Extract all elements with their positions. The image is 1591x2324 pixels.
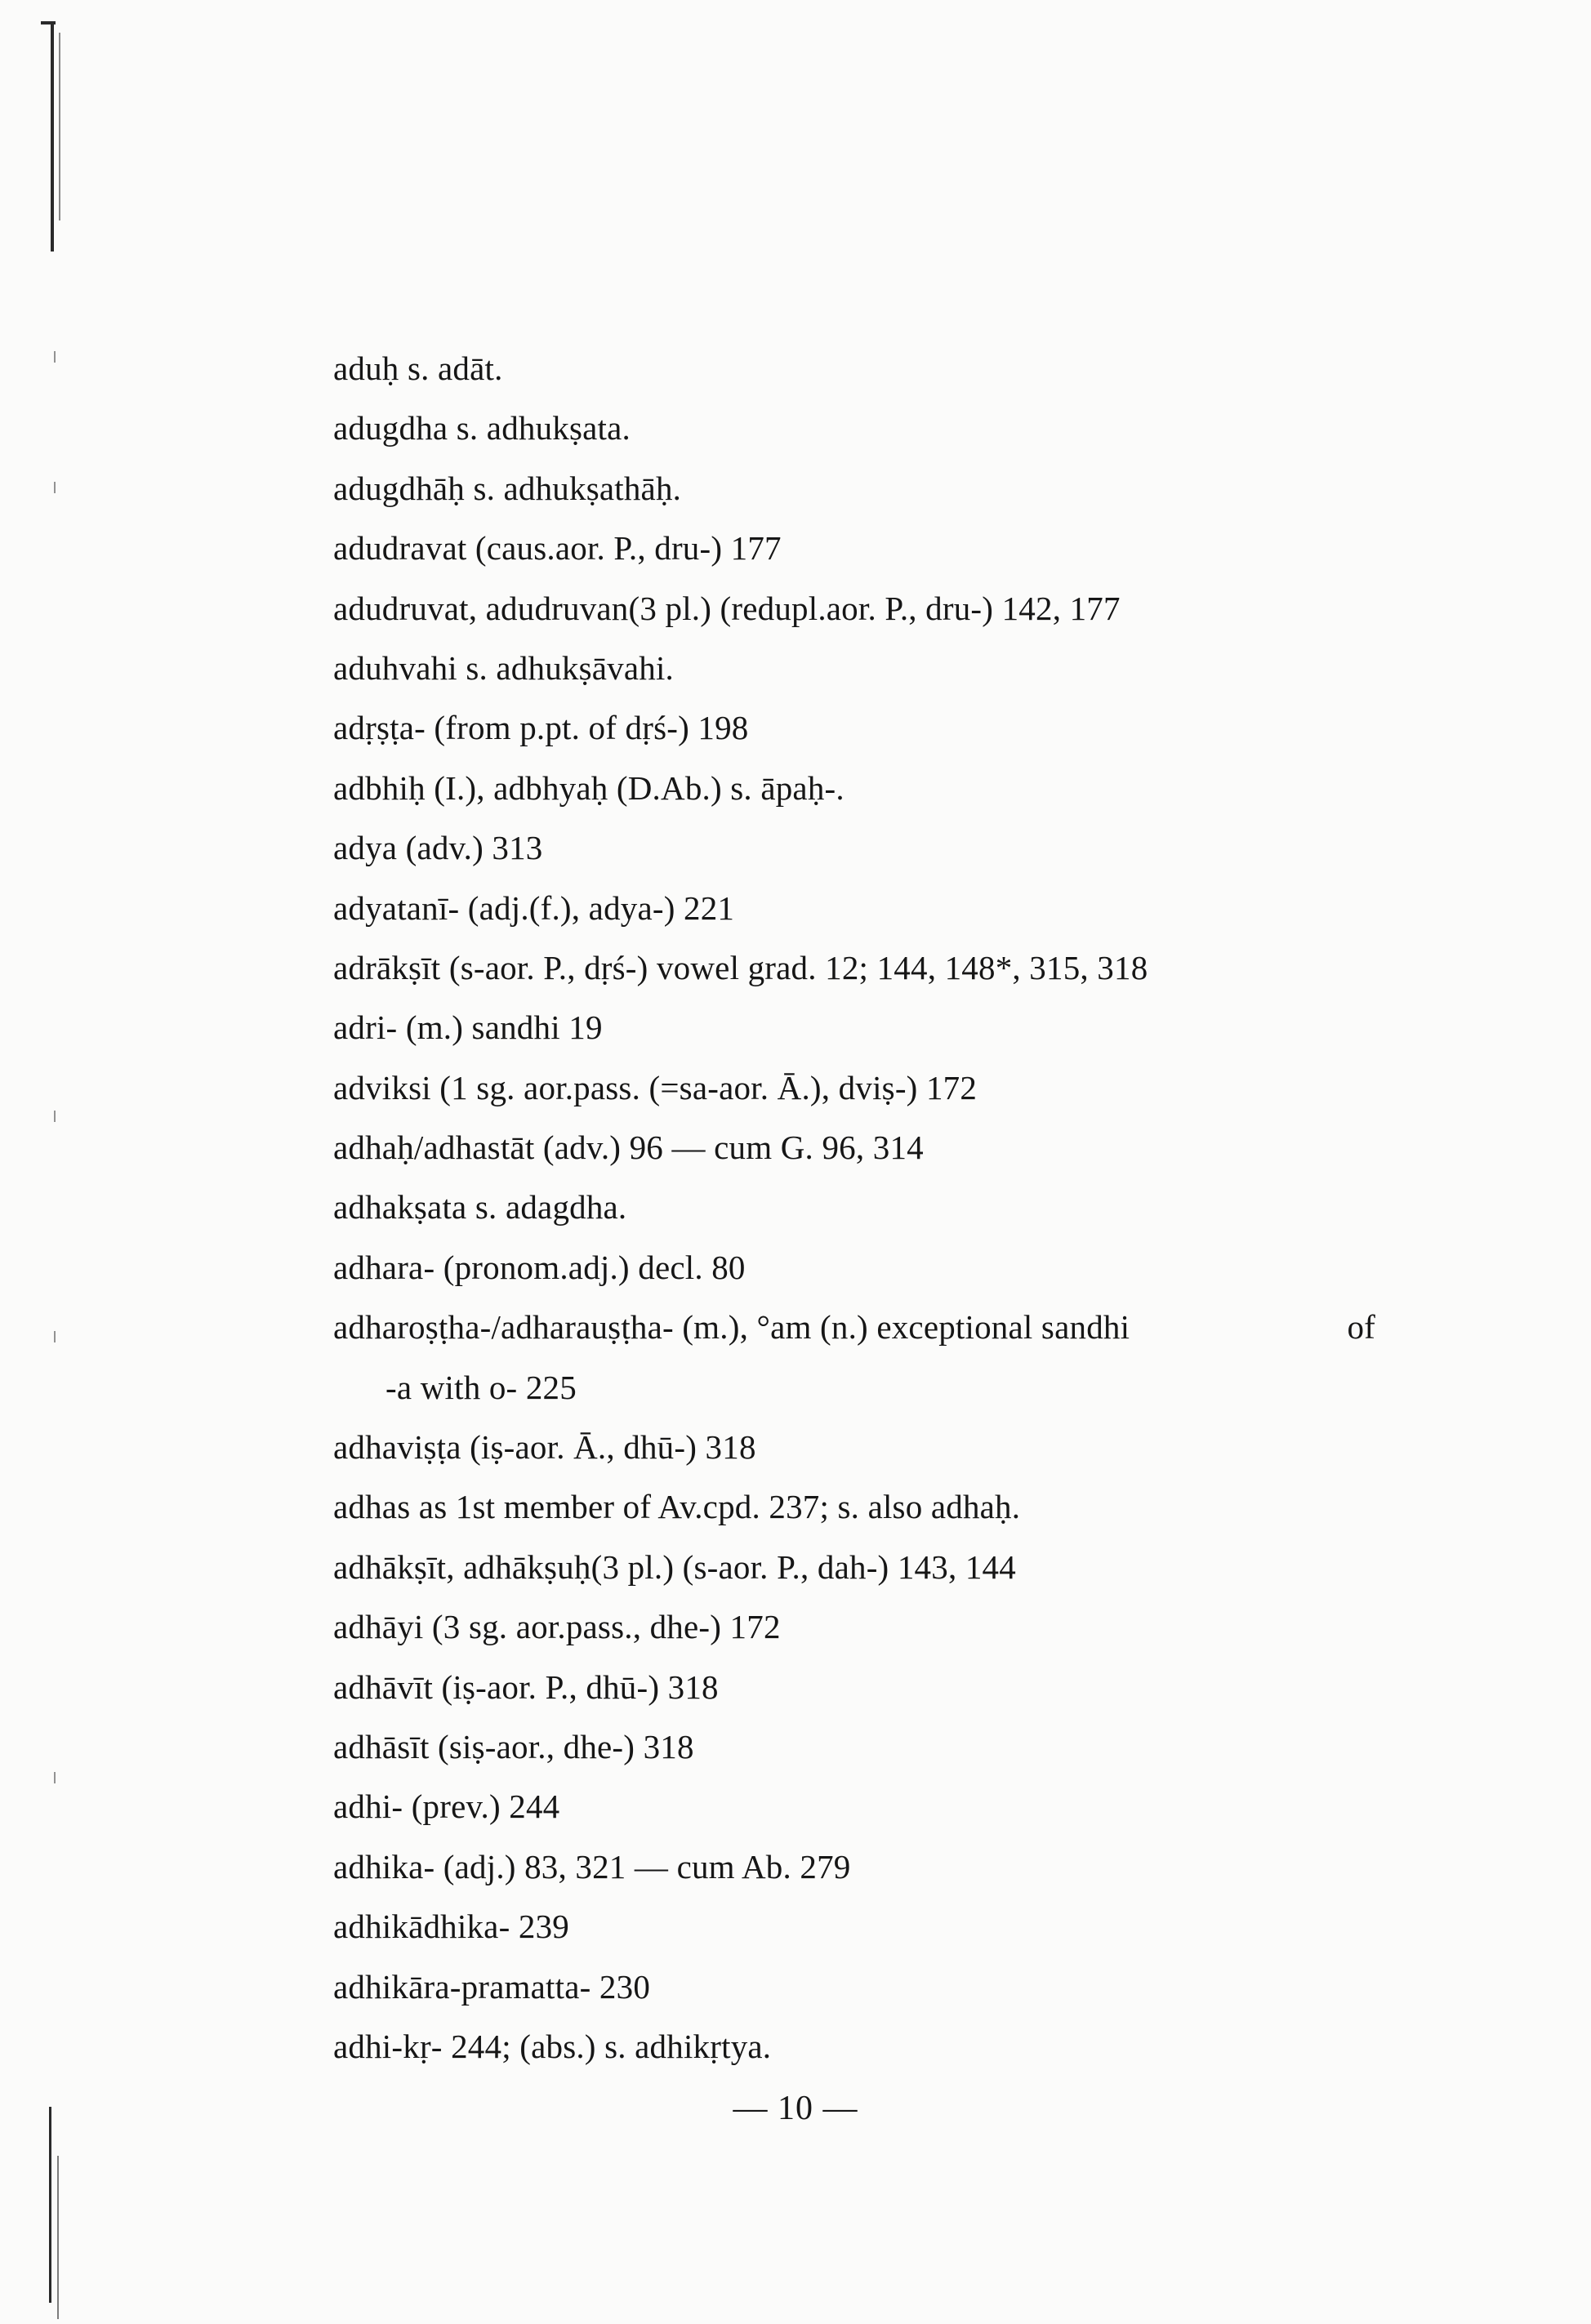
index-entry: adhāsīt (siṣ-aor., dhe-) 318 — [333, 1727, 694, 1765]
index-entry: adri- (m.) sandhi 19 — [333, 1008, 603, 1047]
index-entry: adhaḥ/adhastāt (adv.) 96 — cum G. 96, 314 — [333, 1129, 924, 1167]
scan-edge-line — [57, 2156, 59, 2319]
index-entry: adhikāra-pramatta- 230 — [333, 1967, 651, 2006]
index-entry: adugdha s. adhukṣata. — [333, 409, 631, 447]
index-entry: aduḥ s. adāt. — [333, 349, 503, 387]
scan-edge-line — [49, 2107, 51, 2303]
index-entry: adhi- (prev.) 244 — [333, 1788, 560, 1826]
index-entry: adṛṣṭa- (from p.pt. of dṛś-) 198 — [333, 709, 749, 747]
index-entry: adrākṣīt (s-aor. P., dṛś-) vowel grad. 12; 144, 148*, 315, 318 — [333, 948, 1148, 986]
scan-edge-tick — [54, 1111, 56, 1122]
index-entry: adyatanī- (adj.(f.), adya-) 221 — [333, 888, 735, 927]
index-entry: adhākṣīt, adhākṣuḥ(3 pl.) (s-aor. P., dah-) 143, 144 — [333, 1547, 1016, 1586]
index-entry: adhāvīt (iṣ-aor. P., dhū-) 318 — [333, 1667, 719, 1706]
index-entry-wrapped — [333, 1298, 1436, 1418]
scan-edge-tick — [54, 1331, 56, 1342]
index-entry: aduhvahi s. adhukṣāvahi. — [333, 648, 674, 687]
entry-first-line-text: adharoṣṭha-/adharauṣṭha- (m.), °am (n.) exceptional sandhi — [333, 1308, 1130, 1347]
index-entry: adhi-kṛ- 244; (abs.) s. adhikṛtya. — [333, 2027, 772, 2065]
index-entry: adhara- (pronom.adj.) decl. 80 — [333, 1248, 746, 1286]
index-entry: adhika- (adj.) 83, 321 — cum Ab. 279 — [333, 1847, 851, 1885]
entry-first-line-tail: of — [1347, 1308, 1375, 1347]
index-entry: adbhiḥ (I.), adbhyaḥ (D.Ab.) s. āpaḥ-. — [333, 768, 845, 807]
index-entry: adhikādhika- 239 — [333, 1908, 569, 1946]
index-entry: adhakṣata s. adagdha. — [333, 1188, 627, 1227]
index-entry: adugdhāḥ s. adhukṣathāḥ. — [333, 469, 682, 507]
page-number: — 10 — — [733, 2090, 858, 2127]
scan-edge-tick — [54, 1772, 56, 1783]
index-entry: adhāyi (3 sg. aor.pass., dhe-) 172 — [333, 1608, 781, 1646]
entry-continuation-line: -a with o- 225 — [385, 1368, 577, 1406]
scan-edge-line — [51, 23, 54, 252]
index-entry: adudravat (caus.aor. P., dru-) 177 — [333, 529, 782, 568]
entry-first-line — [333, 1298, 1436, 1357]
index-entries — [333, 339, 1436, 2077]
scan-edge-line — [59, 33, 60, 220]
index-entry: adviksi (1 sg. aor.pass. (=sa-aor. Ā.), dviṣ-) 172 — [333, 1068, 978, 1106]
index-entry: adudruvat, adudruvan(3 pl.) (redupl.aor. P., dru-) 142, 177 — [333, 589, 1121, 627]
scan-edge-tick — [54, 482, 56, 493]
index-entry: adya (adv.) 313 — [333, 829, 543, 867]
index-entry: adhas as 1st member of Av.cpd. 237; s. also adhaḥ. — [333, 1488, 1021, 1526]
index-entry: adhaviṣṭa (iṣ-aor. Ā., dhū-) 318 — [333, 1428, 756, 1467]
scan-edge-tick — [54, 351, 56, 363]
